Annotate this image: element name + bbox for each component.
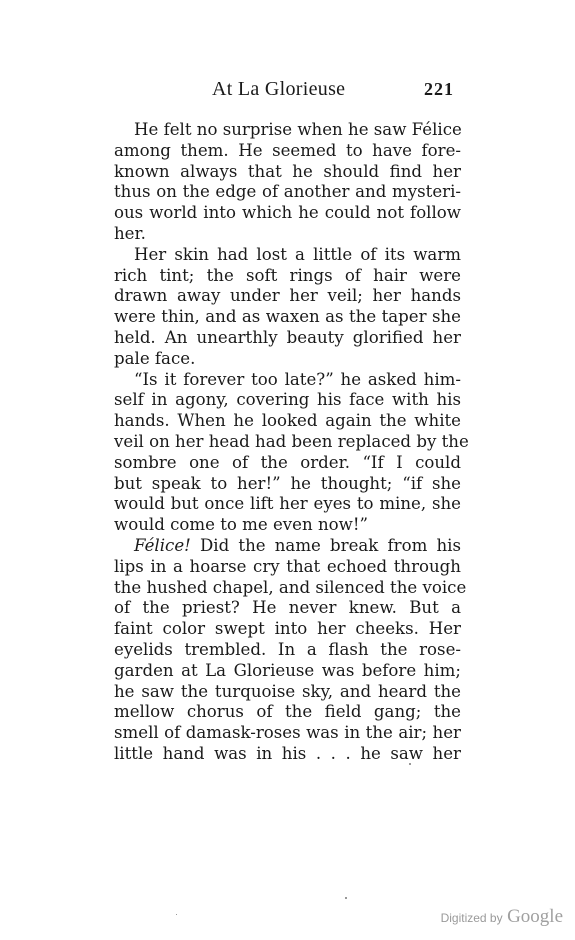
scan-speck (176, 914, 177, 915)
text-line: the hushed chapel, and silenced the voice (114, 577, 467, 597)
text-line: drawn away under her veil; her hands (114, 286, 461, 306)
text-line: veil on her head had been replaced by the (114, 431, 469, 451)
text-line: self in agony, covering his face with his (114, 390, 461, 410)
text-line: “Is it forever too late?” he asked him- (134, 369, 461, 389)
text-line: He felt no surprise when he saw Félice (134, 120, 462, 139)
text-line: would but once lift her eyes to mine, she (114, 494, 461, 514)
watermark-prefix: Digitized by (440, 911, 503, 925)
text-line: held. An unearthly beauty glorified her (114, 327, 461, 347)
text-span: Did the name break from his (200, 535, 461, 555)
text-line: he saw the turquoise sky, and heard the (114, 681, 461, 701)
text-line: rich tint; the soft rings of hair were (114, 265, 461, 285)
text-line: pale face. (114, 348, 196, 368)
italic-name: Félice! (134, 535, 191, 555)
text-line: her. (114, 223, 146, 243)
scan-speck (409, 763, 411, 765)
watermark-brand: Google (507, 906, 563, 927)
body-text (114, 120, 469, 765)
text-line: known always that he should find her (114, 161, 461, 181)
page-number: 221 (424, 79, 454, 99)
running-head (0, 78, 575, 104)
text-line: mellow chorus of the field gang; the (114, 702, 461, 722)
text-line: were thin, and as waxen as the taper she (114, 307, 461, 327)
text-line: hands. When he looked again the white (114, 411, 461, 431)
text-line: but speak to her!” he thought; “if she (114, 473, 461, 493)
text-line: sombre one of the order. “If I could (114, 452, 461, 472)
text-line: of the priest? He never knew. But a (114, 598, 461, 618)
text-line: faint color swept into her cheeks. Her (114, 619, 461, 639)
text-line: little hand was in his . . . he saw her (114, 743, 461, 763)
scan-speck (345, 897, 347, 899)
text-line: garden at La Glorieuse was before him; (114, 660, 461, 680)
text-line: smell of damask-roses was in the air; her (114, 723, 461, 743)
text-line: ous world into which he could not follow (114, 203, 461, 223)
digitized-watermark (441, 906, 563, 928)
text-line (114, 536, 461, 557)
text-line: among them. He seemed to have fore- (114, 140, 461, 160)
running-title: At La Glorieuse (212, 78, 346, 100)
text-line: would come to me even now!” (114, 515, 368, 535)
text-line: lips in a hoarse cry that echoed through (114, 556, 461, 576)
text-line: Her skin had lost a little of its warm (134, 244, 461, 264)
text-line: thus on the edge of another and mysteri- (114, 182, 461, 202)
text-line: eyelids trembled. In a flash the rose- (114, 639, 461, 659)
